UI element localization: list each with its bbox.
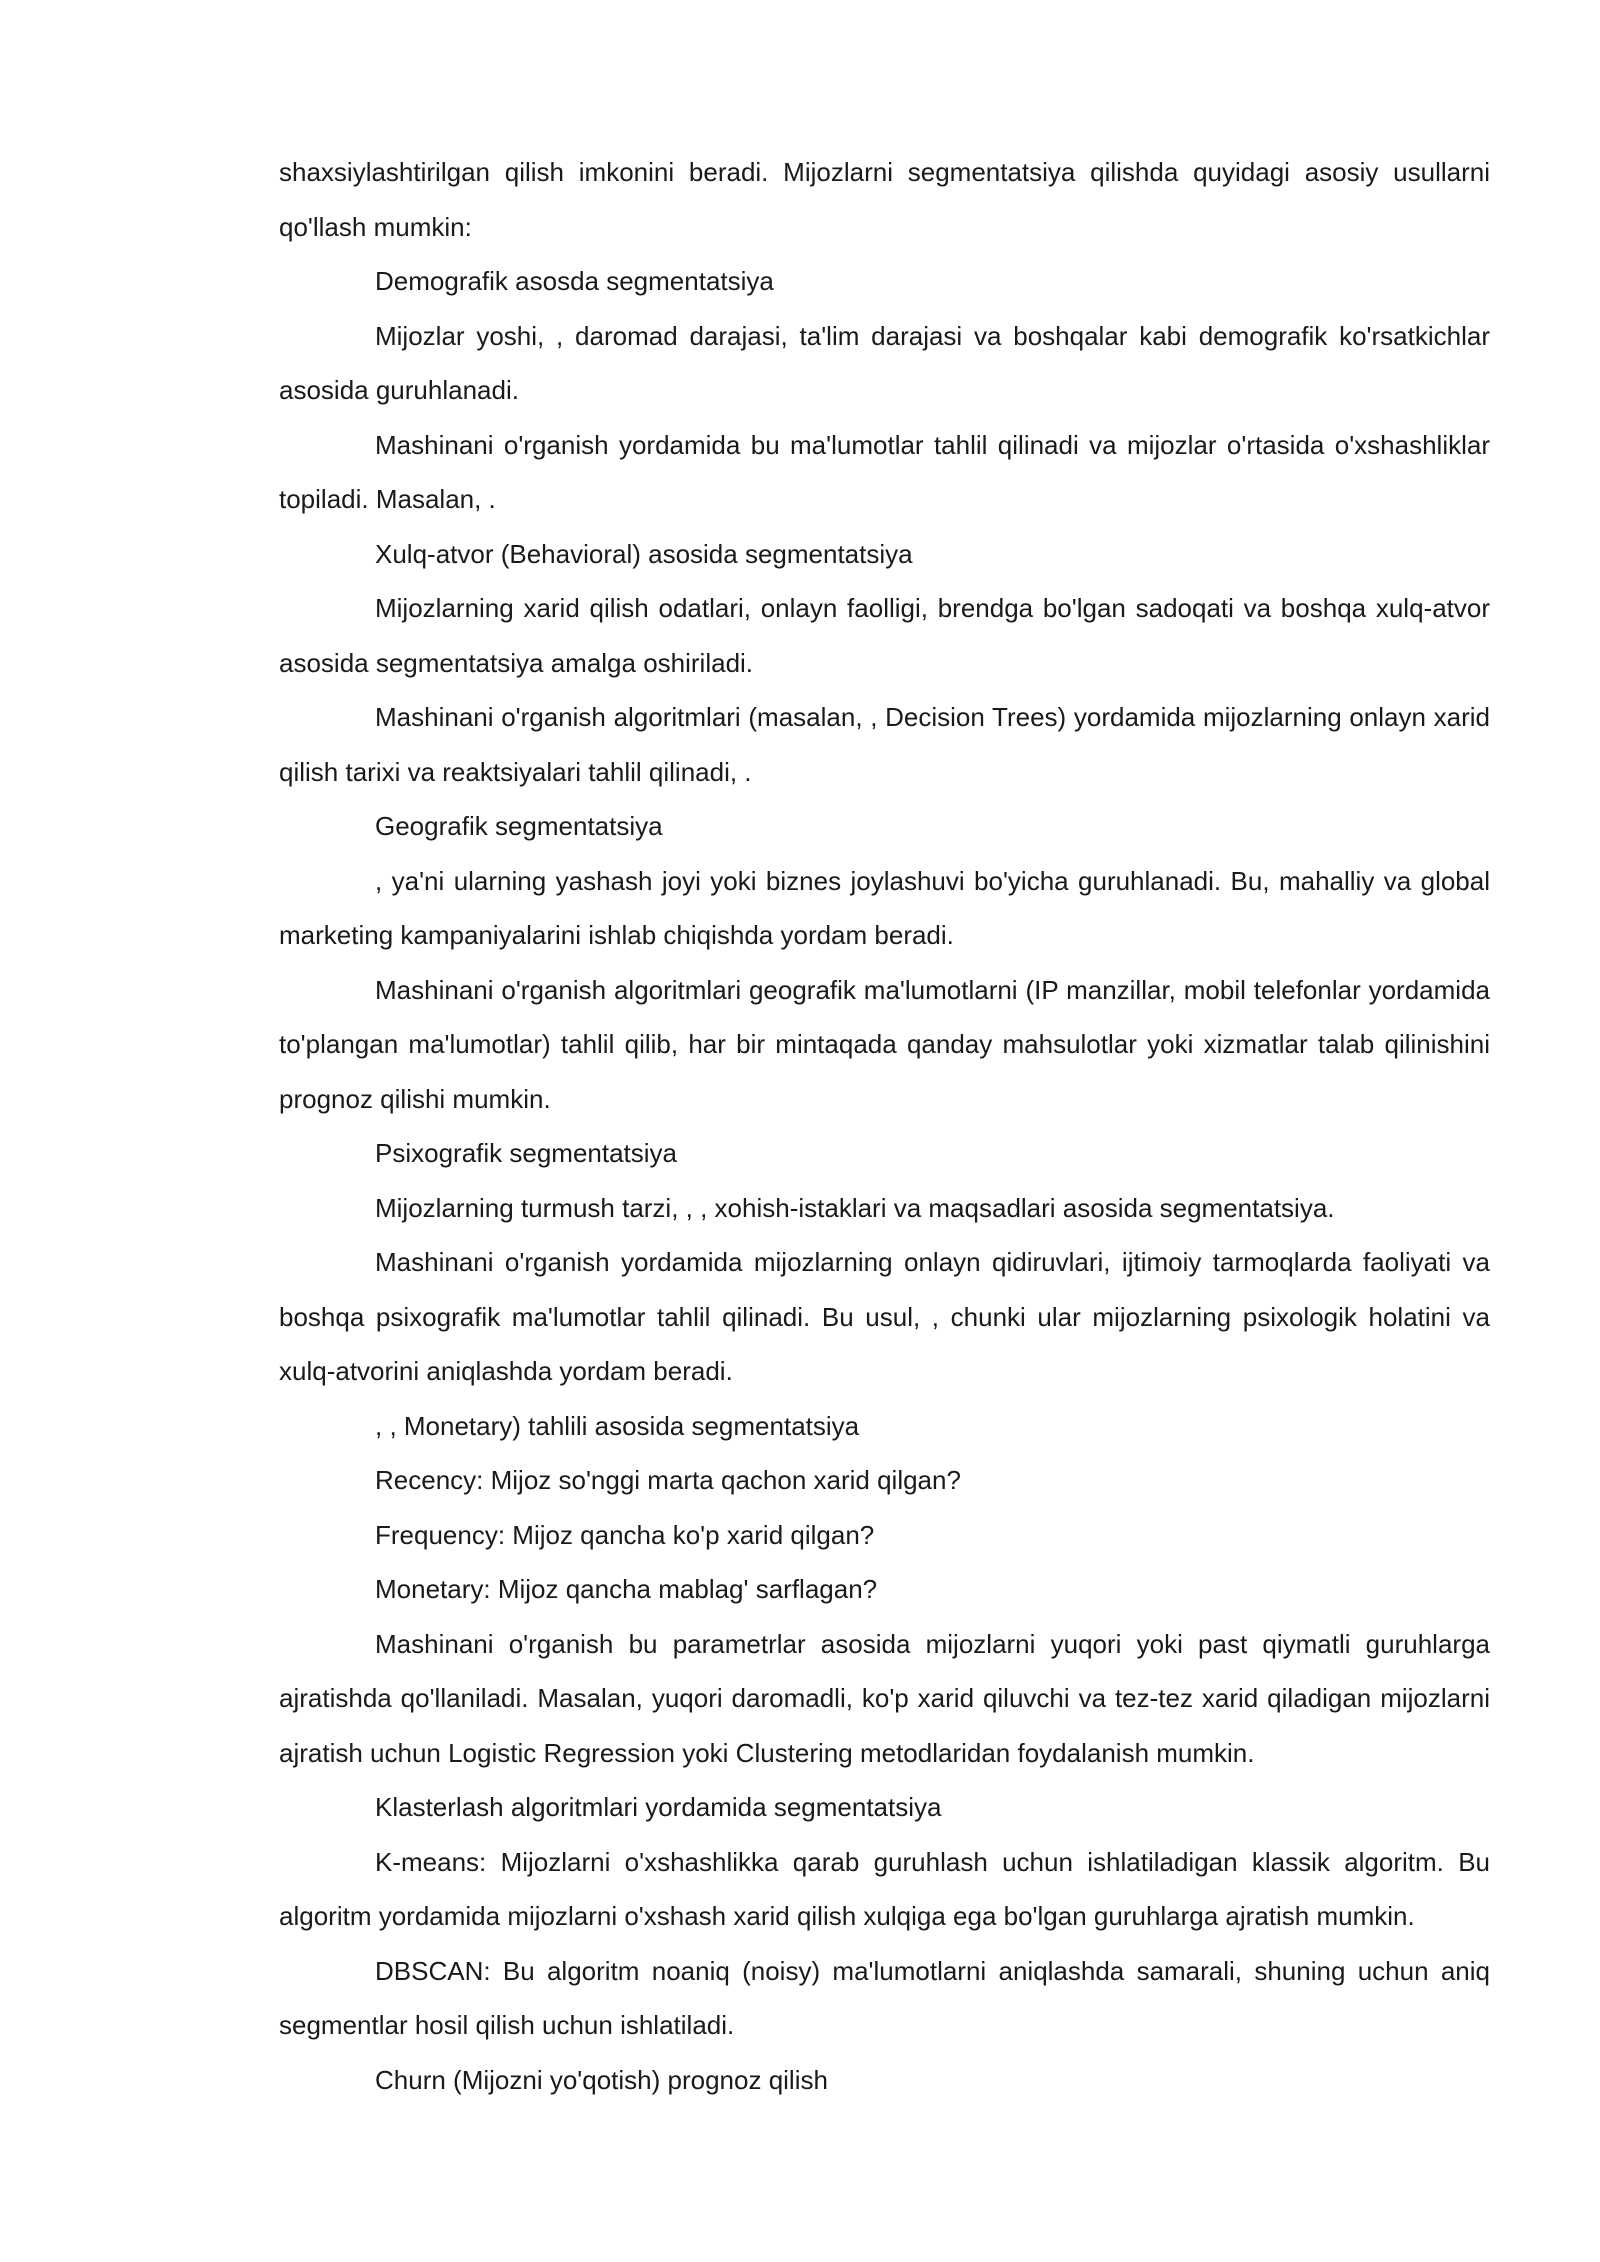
list-item-frequency: Frequency: Mijoz qancha ko'p xarid qilgan?: [375, 1519, 875, 1550]
paragraph-psychographic-ml: Mashinani o'rganish yordamida mijozlarning onlayn qidiruvlari, ijtimoiy tarmoqlarda faoliyati va boshqa psixografik ma'lumotlar tahlil qilinadi. Bu usul, , chunki ular mijozlarning psixologik holatini va xulq-atvorini aniqlashda yordam beradi.: [279, 1247, 1490, 1386]
paragraph-behavioral-ml: Mashinani o'rganish algoritmlari (masalan, , Decision Trees) yordamida mijozlarning onlayn xarid qilish tarixi va reaktsiyalari tahlil qilinadi, .: [279, 702, 1490, 787]
heading-behavioral: Xulq-atvor (Behavioral) asosida segmentatsiya: [375, 538, 913, 569]
document-body: [279, 145, 1490, 2107]
list-item-monetary: Monetary: Mijoz qancha mablag' sarflagan?: [375, 1574, 878, 1604]
heading-psychographic: Psixografik segmentatsiya: [375, 1138, 678, 1168]
paragraph-kmeans: K-means: Mijozlarni o'xshashlikka qarab guruhlash uchun ishlatiladigan klassik algoritm. Bu algoritm yordamida mijozlarni o'xshash xarid qilish xulqiga ega bo'lgan guruhlarga ajratish mumkin.: [279, 1846, 1490, 1931]
paragraph-dbscan: DBSCAN: Bu algoritm noaniq (noisy) ma'lumotlarni aniqlashda samarali, shuning uchun aniq segmentlar hosil qilish uchun ishlatiladi.: [279, 1955, 1490, 2040]
paragraph-geographic-desc: , ya'ni ularning yashash joyi yoki biznes joylashuvi bo'yicha guruhlanadi. Bu, mahalliy va global marketing kampaniyalarini ishlab chiqishda yordam beradi.: [279, 865, 1490, 950]
heading-rfm: , , Monetary) tahlili asosida segmentatsiya: [375, 1410, 860, 1441]
heading-geographic: Geografik segmentatsiya: [375, 811, 663, 841]
paragraph-geographic-ml: Mashinani o'rganish algoritmlari geografik ma'lumotlarni (IP manzillar, mobil telefonlar yordamida to'plangan ma'lumotlar) tahlil qilib, har bir mintaqada qanday mahsulotlar yoki xizmatlar talab qilinishini prognoz qilishi mumkin.: [279, 974, 1490, 1114]
paragraph-demographic-ml: Mashinani o'rganish yordamida bu ma'lumotlar tahlil qilinadi va mijozlar o'rtasida o'xshashliklar topiladi. Masalan, .: [279, 429, 1490, 514]
paragraph-demographic-desc: Mijozlar yoshi, , daromad darajasi, ta'lim darajasi va boshqalar kabi demografik ko'rsatkichlar asosida guruhlanadi.: [279, 320, 1490, 405]
paragraph-psychographic-desc: Mijozlarning turmush tarzi, , , xohish-istaklari va maqsadlari asosida segmentatsiya.: [375, 1192, 1335, 1223]
heading-demographic: Demografik asosda segmentatsiya: [375, 266, 774, 296]
paragraph-rfm-ml: Mashinani o'rganish bu parametrlar asosida mijozlarni yuqori yoki past qiymatli guruhlarga ajratishda qo'llaniladi. Masalan, yuqori daromadli, ko'p xarid qiluvchi va tez-tez xarid qiladigan mijozlarni ajratish uchun Logistic Regression yoki Clustering metodlaridan foydalanish mumkin.: [279, 1628, 1490, 1768]
heading-churn: Churn (Mijozni yo'qotish) prognoz qilish: [375, 2064, 828, 2095]
heading-clustering: Klasterlash algoritmlari yordamida segmentatsiya: [375, 1792, 942, 1822]
paragraph-intro: shaxsiylashtirilgan qilish imkonini beradi. Mijozlarni segmentatsiya qilishda quyidagi asosiy usullarni qo'llash mumkin:: [279, 157, 1490, 242]
paragraph-behavioral-desc: Mijozlarning xarid qilish odatlari, onlayn faolligi, brendga bo'lgan sadoqati va boshqa xulq-atvor asosida segmentatsiya amalga oshiriladi.: [279, 593, 1490, 678]
list-item-recency: Recency: Mijoz so'nggi marta qachon xarid qilgan?: [375, 1465, 961, 1495]
